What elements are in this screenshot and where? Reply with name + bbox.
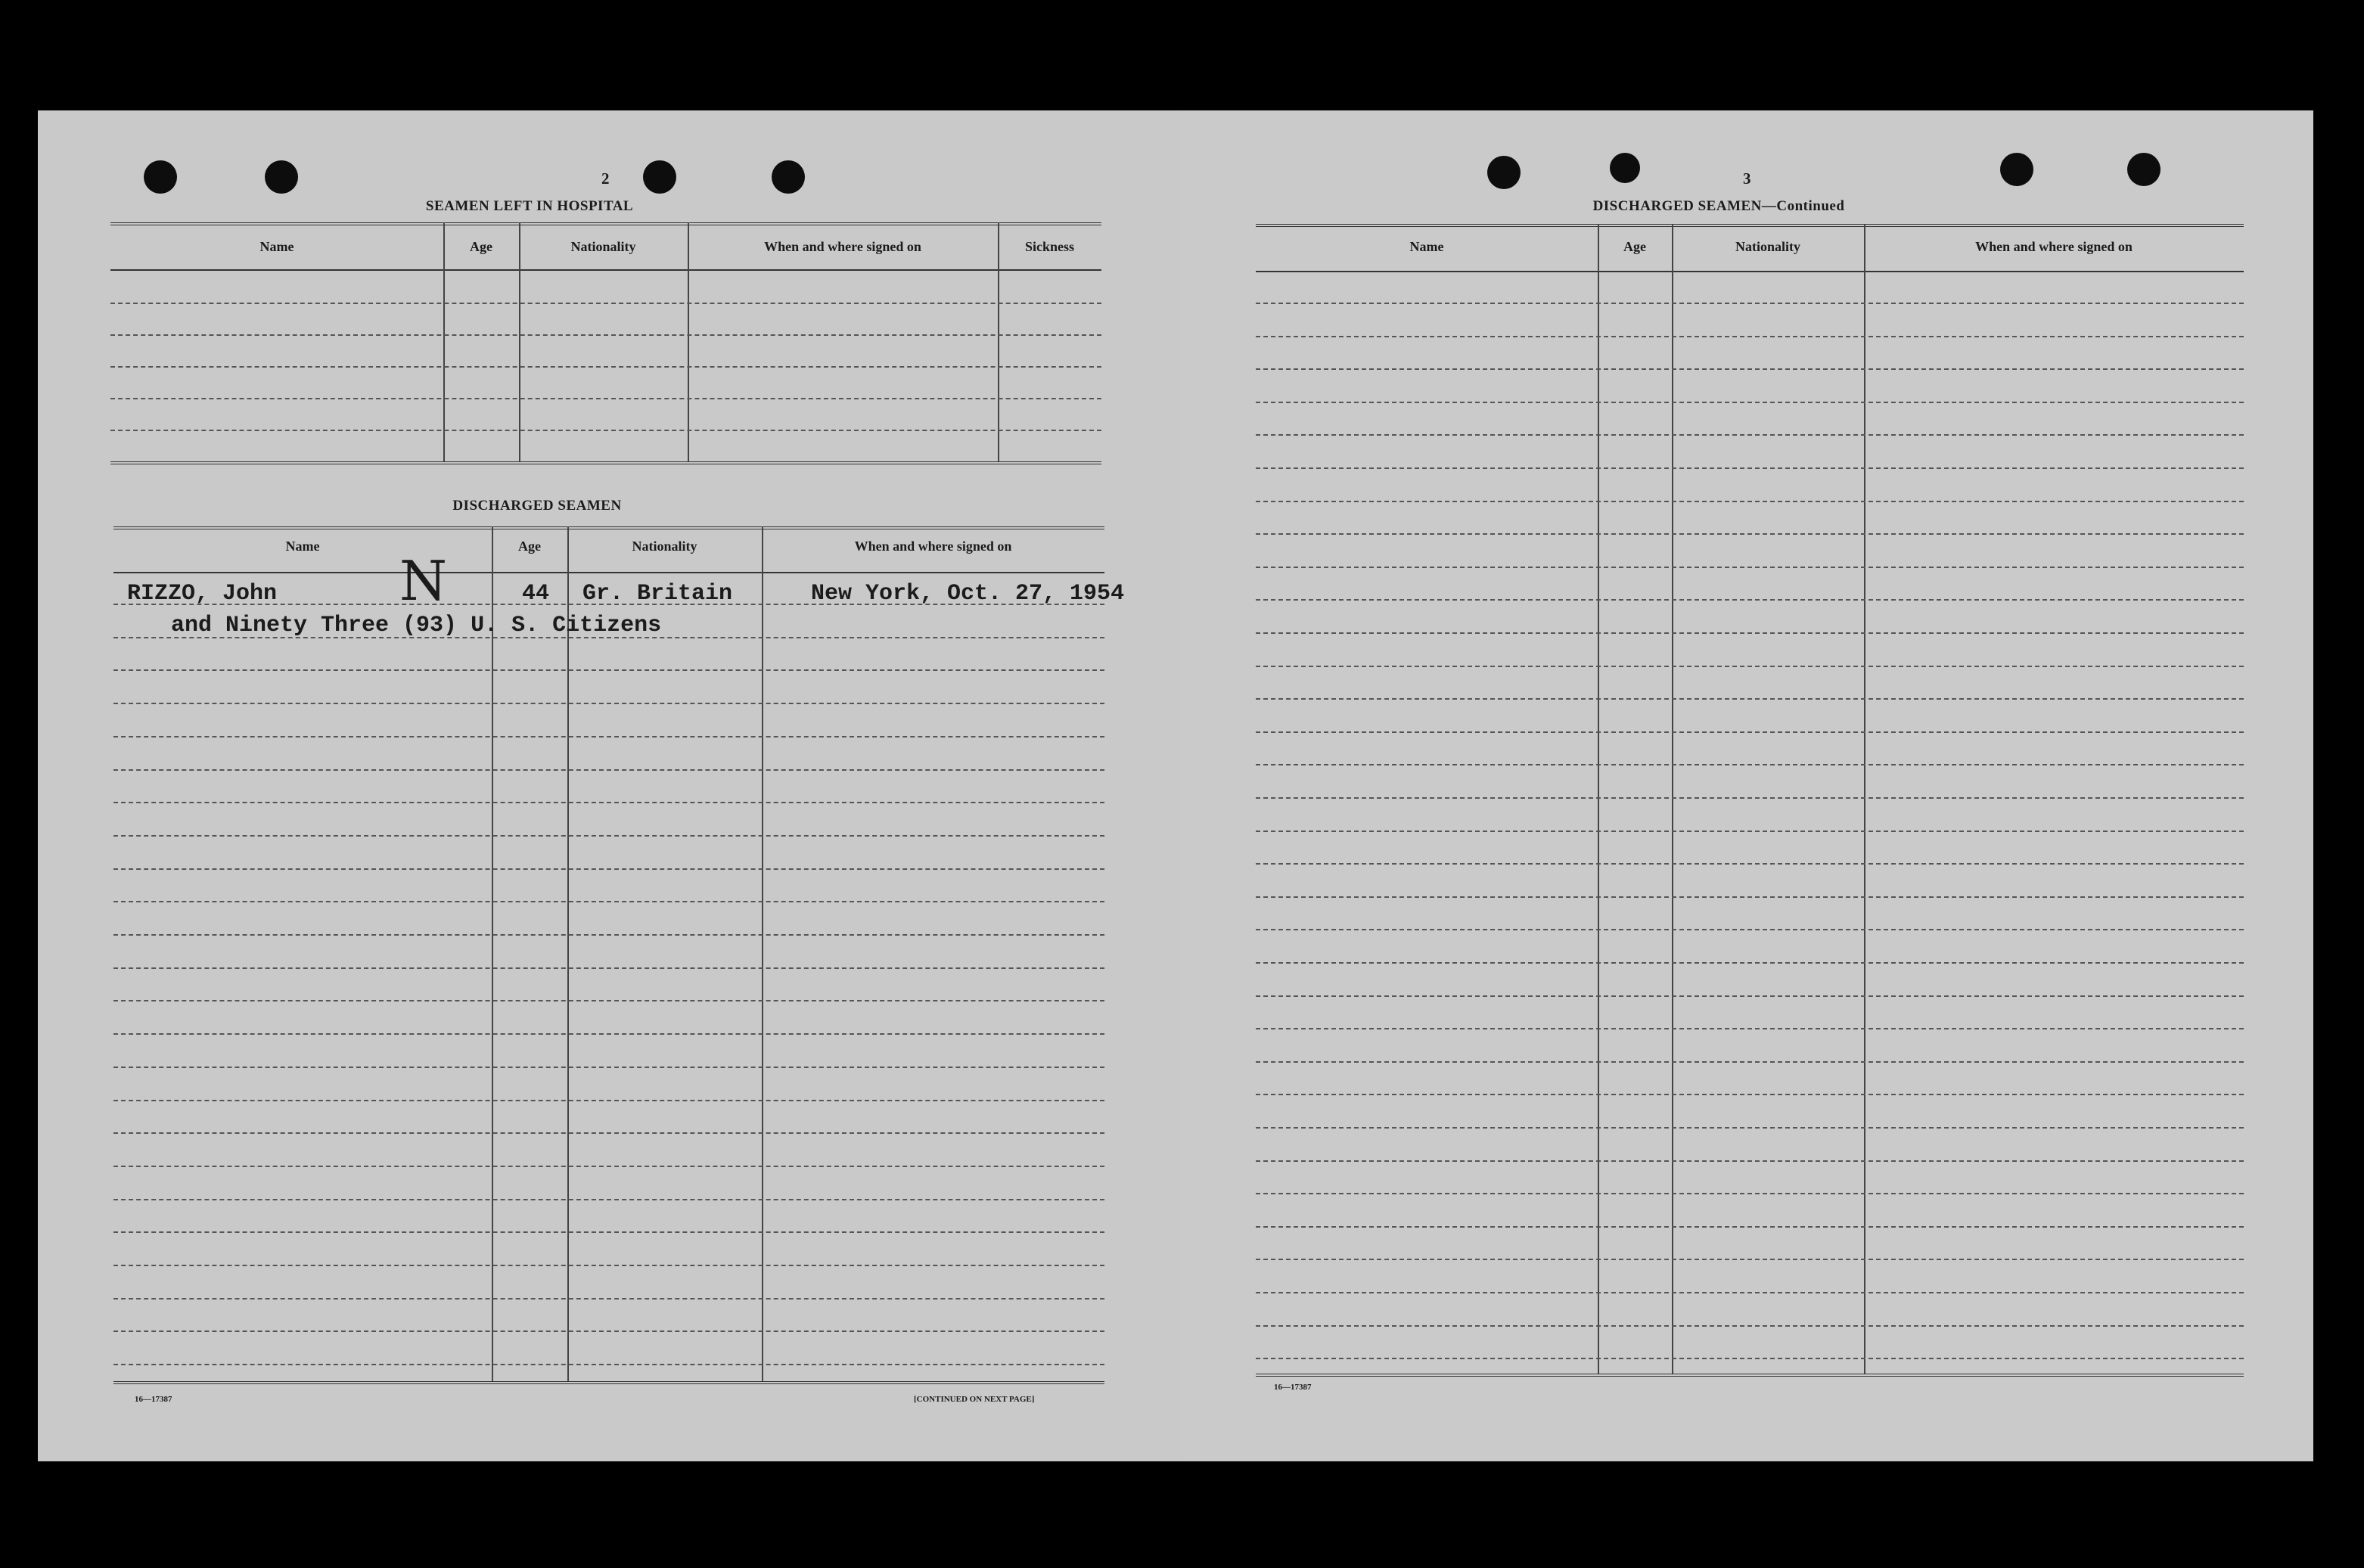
punch-hole — [144, 160, 177, 194]
col-header-signed-on: When and where signed on — [1975, 239, 2133, 254]
ruled-line — [113, 1298, 1104, 1299]
col-header-name: Name — [285, 539, 320, 554]
ruled-line — [113, 1033, 1104, 1035]
ruled-line — [113, 1231, 1104, 1233]
col-header-signed-on: When and where signed on — [854, 539, 1012, 554]
col-header-sickness: Sickness — [1024, 239, 1075, 254]
ruled-line — [1256, 1028, 2244, 1029]
punch-hole — [2127, 153, 2161, 186]
ruled-line — [1256, 1292, 2244, 1293]
section-title-discharged: DISCHARGED SEAMEN — [452, 498, 622, 514]
entry-name: RIZZO, John — [127, 581, 278, 607]
punch-hole — [1610, 153, 1640, 183]
ruled-line — [113, 1199, 1104, 1200]
col-header-age: Age — [518, 539, 541, 554]
ruled-line — [1256, 666, 2244, 667]
ruled-line — [113, 769, 1104, 771]
ruled-line — [1256, 1358, 2244, 1359]
ruled-line — [1256, 467, 2244, 469]
hospital-table — [110, 222, 1139, 472]
ruled-line — [113, 1132, 1104, 1134]
ruled-line — [113, 901, 1104, 902]
page-number: 3 — [1743, 169, 1751, 188]
ruled-line — [113, 669, 1104, 671]
form-number: 16—17387 — [1274, 1383, 1312, 1392]
ruled-line — [113, 1265, 1104, 1266]
ruled-line — [1256, 501, 2244, 502]
punch-hole — [772, 160, 805, 194]
discharged-continued-table — [1256, 224, 2285, 1510]
ruled-line — [113, 703, 1104, 704]
left-page — [38, 110, 1182, 1461]
ruled-line — [1256, 995, 2244, 997]
ruled-line — [113, 1100, 1104, 1101]
page-number: 2 — [601, 169, 610, 188]
ruled-line — [1256, 1061, 2244, 1063]
ruled-line — [113, 967, 1104, 969]
punch-hole — [265, 160, 298, 194]
punch-hole — [2000, 153, 2033, 186]
ruled-line — [113, 1364, 1104, 1365]
ruled-line — [1256, 831, 2244, 832]
discharged-table — [113, 526, 1142, 1510]
ruled-line — [1256, 896, 2244, 898]
punch-hole — [643, 160, 676, 194]
ruled-line — [1256, 1193, 2244, 1194]
ruled-line — [113, 1000, 1104, 1001]
handwritten-mark: N — [399, 549, 447, 613]
ruled-line — [113, 1067, 1104, 1068]
ruled-line — [1256, 402, 2244, 403]
punch-hole — [1487, 156, 1521, 189]
right-page — [1182, 110, 2313, 1461]
continued-note: [CONTINUED ON NEXT PAGE] — [914, 1395, 1035, 1404]
ruled-line — [1256, 1259, 2244, 1260]
ruled-line — [1256, 797, 2244, 799]
ruled-line — [113, 736, 1104, 737]
ruled-line — [1256, 1325, 2244, 1327]
ruled-line — [1256, 698, 2244, 700]
ruled-line — [1256, 764, 2244, 765]
ruled-line — [1256, 368, 2244, 370]
ruled-line — [113, 934, 1104, 936]
ruled-line — [1256, 303, 2244, 304]
ruled-line — [1256, 1226, 2244, 1228]
ruled-line — [1256, 1160, 2244, 1162]
ruled-line — [1256, 1127, 2244, 1129]
ruled-line — [1256, 533, 2244, 535]
ruled-line — [1256, 632, 2244, 634]
col-header-nationality: Nationality — [570, 239, 636, 254]
ruled-line — [113, 1166, 1104, 1167]
col-header-name: Name — [259, 239, 294, 254]
entry-name: and Ninety Three (93) U. S. Citizens — [171, 613, 662, 638]
ruled-line — [1256, 434, 2244, 436]
col-header-signed-on: When and where signed on — [764, 239, 921, 254]
entry-signed-on: New York, Oct. 27, 1954 — [811, 581, 1125, 607]
form-number: 16—17387 — [135, 1395, 172, 1404]
ruled-line — [1256, 929, 2244, 930]
ruled-line — [113, 868, 1104, 870]
ruled-line — [1256, 962, 2244, 964]
ruled-line — [1256, 599, 2244, 601]
ruled-line — [1256, 1094, 2244, 1095]
section-title-discharged-continued: DISCHARGED SEAMEN—Continued — [1592, 198, 1845, 214]
entry-age: 44 — [522, 581, 550, 607]
col-header-nationality: Nationality — [1735, 239, 1800, 254]
col-header-age: Age — [470, 239, 492, 254]
ruled-line — [113, 802, 1104, 803]
ruled-line — [1256, 731, 2244, 733]
col-header-name: Name — [1409, 239, 1444, 254]
entry-nationality: Gr. Britain — [582, 581, 733, 607]
section-title-hospital: SEAMEN LEFT IN HOSPITAL — [425, 198, 634, 214]
ruled-line — [113, 1330, 1104, 1332]
col-header-age: Age — [1623, 239, 1646, 254]
ruled-line — [1256, 863, 2244, 865]
col-header-nationality: Nationality — [632, 539, 697, 554]
ruled-line — [1256, 567, 2244, 568]
ruled-line — [113, 835, 1104, 837]
ruled-line — [1256, 336, 2244, 337]
